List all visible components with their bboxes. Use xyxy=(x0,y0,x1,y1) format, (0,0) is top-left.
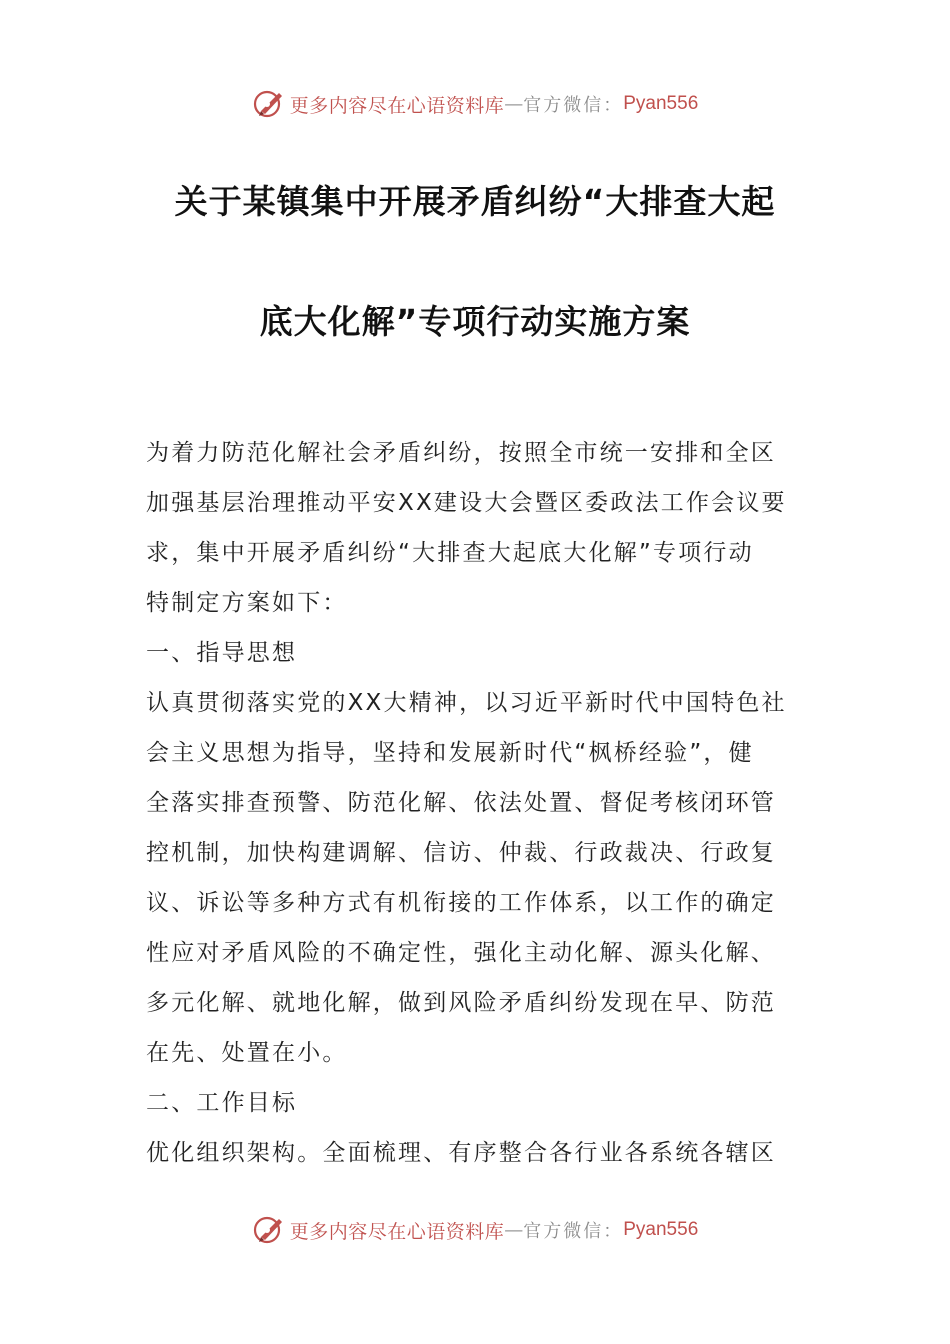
body-line: 性应对矛盾风险的不确定性，强化主动化解、源头化解、 xyxy=(146,940,776,966)
body-line: 认真贯彻落实党的XX大精神，以习近平新时代中国特色社 xyxy=(146,690,787,716)
wechat-account: Pyan556 xyxy=(623,1219,699,1240)
body-line: 求，集中开展矛盾纠纷“大排查大起底大化解”专项行动 xyxy=(146,540,754,566)
wechat-account: Pyan556 xyxy=(623,93,699,114)
body-line: 优化组织架构。全面梳理、有序整合各行业各系统各辖区 xyxy=(146,1140,776,1166)
footer-watermark-banner xyxy=(0,1210,950,1250)
section-heading: 二、工作目标 xyxy=(146,1090,298,1116)
body-line: 在先、处置在小。 xyxy=(146,1040,348,1066)
body-line: 为着力防范化解社会矛盾纠纷，按照全市统一安排和全区 xyxy=(146,440,776,466)
body-line: 控机制，加快构建调解、信访、仲裁、行政裁决、行政复 xyxy=(146,840,776,866)
body-line: 议、诉讼等多种方式有机衔接的工作体系，以工作的确定 xyxy=(146,890,776,916)
promo-text: 更多内容尽在心语资料库 xyxy=(289,94,505,117)
wechat-label: 官方微信： xyxy=(523,95,624,116)
header-watermark-banner xyxy=(0,84,950,124)
document-title-line-1: 关于某镇集中开展矛盾纠纷“大排查大起 xyxy=(174,182,776,221)
quill-logo-icon xyxy=(252,87,286,121)
promo-text: 更多内容尽在心语资料库 xyxy=(289,1220,505,1243)
body-line: 多元化解、就地化解，做到风险矛盾纠纷发现在早、防范 xyxy=(146,990,776,1016)
body-line: 全落实排查预警、防范化解、依法处置、督促考核闭环管 xyxy=(146,790,776,816)
document-body xyxy=(146,428,806,1178)
body-line: 特制定方案如下： xyxy=(146,590,348,616)
document-title-line-2: 底大化解”专项行动实施方案 xyxy=(259,302,691,341)
body-line: 加强基层治理推动平安XX建设大会暨区委政法工作会议要 xyxy=(146,490,787,516)
promo-dash: — xyxy=(504,93,524,115)
section-heading: 一、指导思想 xyxy=(146,640,298,666)
quill-logo-icon xyxy=(252,1213,286,1247)
wechat-label: 官方微信： xyxy=(523,1221,624,1242)
promo-dash: — xyxy=(504,1219,524,1241)
body-line: 会主义思想为指导，坚持和发展新时代“枫桥经验”，健 xyxy=(146,740,754,766)
